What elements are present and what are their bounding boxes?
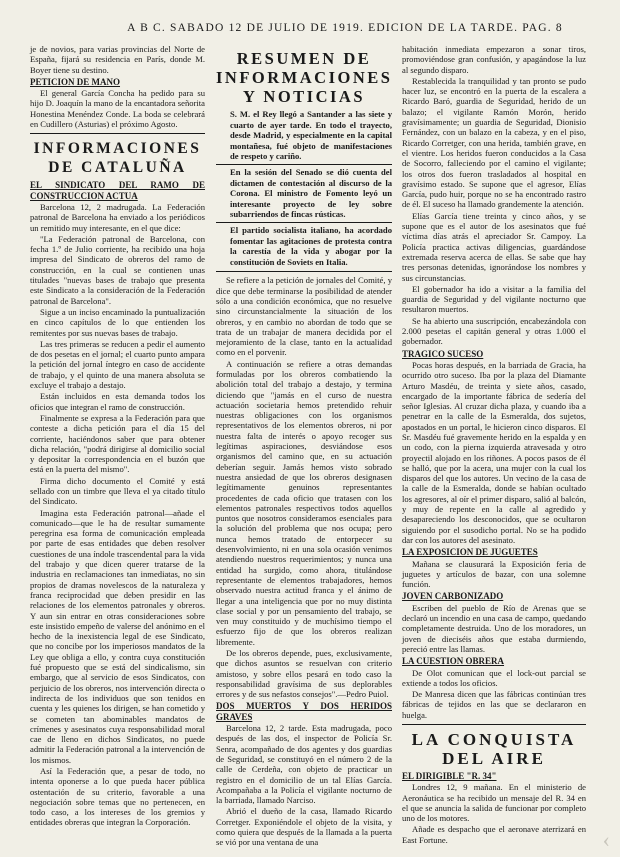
section-heading: TRAGICO SUCESO (402, 348, 484, 359)
page-masthead: A B C. SABADO 12 DE JULIO DE 1919. EDICION DE LA TARDE. PAG. 8 (127, 22, 563, 34)
article-paragraph: Restablecida la tranquilidad y tan pronto se pudo hacer luz, se encontró en la puerta de la escalera a Ricardo Baró, guardia de Seguridad, herido de un balazo; el vigilante Ramón Morón, herido gravísimamente; un guardia de Seguridad, Dionisio Fernández, con un balazo en la cabeza, y en el piso, Ricardo Corretger, con una herida, también grave, en el vientre. Los heridos fueron conducidos a la Casa de Socorro, falleciendo por el camino el vigilante; los otros dos fueron trasladados al hospital en gravísimo estado. Se supone que el agresor, Elías García, pudo huir, porque no se ha encontrado rastro de él. El suceso ha llamado grandemente la atención. (402, 75, 586, 210)
article-paragraph: Elías García tiene treinta y cinco años, y se supone que es el autor de los asesinatos que fué víctima días atrás el apreciador Sr. Campoy. La Policía practica activas diligencias, guardándose extremada reserva acerca de ellas. Se sabe que hay tres personas detenidas, ignorándose los nombres y sus circunstancias. (402, 210, 586, 283)
article-paragraph: De Olot comunican que el lock-out parcial se extiende a todos los oficios. (402, 667, 586, 688)
section-heading: PETICION DE MANO (30, 76, 121, 87)
article-paragraph: "La Federación patronal de Barcelona, con fecha 1.º de Julio corriente, ha recibido una hoja impresa del Sindicato de obreros del ramo de construcción, en la cual se contienen unas titulades "nuevas bases de trabajo que presenta este Sindicato a la consideración de la Federación patronal de Barcelona". (30, 233, 205, 306)
article-paragraph: De los obreros depende, pues, exclusivamente, que dichos asuntos se resuelvan con criterio amistoso, y sobre ellos pesará en todo caso la responsabilidad gravísima de sus deplorables errores y de sus nefastos consejos".—Pedro Puiol. (216, 648, 392, 700)
news-lead: S. M. el Rey llegó a Santander a las siete y cuarto de ayer tarde. En todo el trayecto, desde Madrid, y especialmente en la capital montañesa, fué objeto de manifestaciones de respeto y cariño. (230, 109, 392, 162)
section-heading: EL SINDICATO DEL RAMO DE CONSTRUCCION ACTUA (30, 180, 205, 201)
conquista-title: LA CONQUISTA DEL AIRE (411, 730, 577, 768)
intro-paragraph: je de novios, para varias provincias del Norte de España, fijará su residencia en París, donde M. Boyer tiene su destino. (30, 44, 205, 75)
news-lead: En la sesión del Senado se dió cuenta del dictamen de contestación al discurso de la Corona. El ministro de Fomento leyó un interesante proyecto de ley sobre subarriendos de fincas rústicas. (230, 166, 392, 220)
article-paragraph: Mañana se clausurará la Exposición feria de juguetes y artículos de bazar, con una solemne función. (402, 558, 586, 590)
article-paragraph: El gobernador ha ido a visitar a la familia del guardia de Seguridad y del vigilante nocturno que resultaron muertos. (402, 283, 586, 315)
article-paragraph: Barcelona 12, 2 madrugada. La Federación patronal de Barcelona ha enviado a los periódicos un remitido muy interesante, en el que dice: (30, 201, 205, 233)
page-corner-mark: ‹ (602, 827, 610, 852)
article-paragraph: Se refiere a la petición de jornales del Comité, y dice que debe terminarse la posibilidad de atender sólo a una condición económica, que no resuelve sino circunstancialmente la situación de los obreros, y en cambio no abordan de todo que se trata de un trabajar de manera decidida por el mejoramiento de la clase, tanto en la actualidad como en el porvenir. (216, 275, 392, 358)
column-2 (216, 44, 392, 849)
article-paragraph: Añade es despacho que el aeronave aterrizará en East Fortune. (402, 824, 586, 845)
article-paragraph: A continuación se refiere a otras demandas formuladas por los obreros combatiendo la abolición total del trabajo a destajo, y termina diciendo que "jamás en el curso de nuestra actuación societaria hemos pretendido rehuir nuestras obligaciones con los organismos representativos de los elementos obreros, ni por nuestra falta de interés o apoyo recoger sus legítimas aspiraciones, desviándose esos organismos del camino que, en su actuación deberían seguir. Jamás hemos visto sobrado nuestra ansiedad de que los obreros designasen legítimamente genuinos representantes procedentes de cada oficio que tratasen con los elementos patronales respectivos todos aquellos puntos que nosotros consideramos esenciales para la solución del problema que nos ocupa; pero nunca hemos tratado de entorpecer su desenvolvimiento, ni en una sola ocasión venimos atendiendo nuestros requerimientos; y nunca una entidad ha surgido, como ahora, titulándose representante de elementos trabajadores, hemos observado nuestra actitud franca y el ánimo de llegar a una inteligencia que por no muy distinta clase social y por un pensamiento del trabajo, se ven muy constituido y de muchísimo tiempo el esfuerzo fijo de que los obreros realizan libremente. (216, 358, 392, 647)
article-paragraph: habitación inmediata empezaron a sonar tiros, promoviéndose gran confusión, y apagándose la luz al segundo disparo. (402, 44, 586, 75)
section-divider (402, 724, 586, 725)
article-paragraph: Abrió el dueño de la casa, llamado Ricardo Corretger. Exponiéndole el objeto de la visita, y como quiera que después de la llamada a la puerta se vió por una ventana de una (216, 806, 392, 848)
section-heading: LA CUESTION OBRERA (402, 656, 505, 667)
section-heading: LA EXPOSICION DE JUGUETES (402, 547, 538, 558)
article-paragraph: Barcelona 12, 2 tarde. Esta madrugada, poco después de las dos, el inspector de Policía Sr. Senra, acompañado de dos agentes y dos guardias de Seguridad, se constituyó en el número 2 de la calle de Cerdeña, con objeto de practicar un registro en el domicilio de un tal Elías García. Acompañaba a la Policía el vigilante nocturno de la barriada, llamado Narciso. (216, 723, 392, 806)
article-paragraph: Londres 12, 9 mañana. En el ministerio de Aeronáutica se ha recibido un mensaje del R. 34 en el que se anuncia la salida de funcionar por completo uno de los motores. (402, 782, 586, 824)
article-paragraph: Escriben del pueblo de Río de Arenas que se declaró un incendio en una casa de campo, quedando completamente destruida. Uno de los moradores, un joven de dieciséis años que estaba durmiendo, pereció entre las llamas. (402, 602, 586, 654)
section-divider (216, 222, 392, 223)
column-1 (30, 44, 205, 829)
article-paragraph: El general García Concha ha pedido para su hijo D. Joaquín la mano de la encantadora señorita Honestina Menéndez Conde. La boda se celebrará en Cudillero (Asturias) el próximo Agosto. (30, 88, 205, 130)
article-paragraph: Así la Federación que, a pesar de todo, no intenta oponerse a lo que pueda hacer pública ostentación de su criterio, favorable a una negociación sobre temas que no pertenecen, en todo caso, a los intereses de los gremios y entidades obreras que integran la Corporación. (30, 766, 205, 828)
section-heading: JOVEN CARBONIZADO (402, 591, 504, 602)
article-paragraph: De Manresa dicen que las fábricas continúan tres fábricas de tejidos en las que se declararon en huelga. (402, 689, 586, 720)
article-paragraph: Pocas horas después, en la barriada de Gracia, ha ocurrido otro suceso. Iba por la plaza del Diamante Arturo Masdéu, de treinta y siete años, casado, encargado de la importante fábrica de sedería del señor Iglesias. Al cruzar dicha plaza, y cuando iba a penetrar en la calle de la Esmeralda, dos sujetos, apostados en un portal, le hicieron cinco disparos. El Sr. Masdéu fué gravemente herido en la espalda y en un codo, con la pierna izquierda atravesada y otro proyectil alojado en los riñones. A pocos pasos de él se halló, que por la acera, una mujer con la cual los disparos del que los autores. Un vecino de la casa de la calle de la Esmeralda, donde se habían ocultado los agresores, al oír el primer disparo, salió al balcón, y muy de repente en la calle al agredido y desapareciendo los desconocidos, que se ocultaron siguiendo por el susodicho portal. No se ha podido dar con los autores del asesinato. (402, 359, 586, 545)
feature-title: INFORMACIONES DE CATALUÑA (33, 140, 202, 177)
article-paragraph: Finalmente se expresa a la Federación para que conteste a dicha petición para el día 15 del corriente, haciéndonos saber que para obtener dicha relación, "podrá dirigirse al domicilio social y depositar la correspondencia en el buzón que está en la puerta del mismo". (30, 412, 205, 475)
article-paragraph: Se ha abierto una suscripción, encabezándola con 2.000 pesetas el capitán general y otras 1.000 el gobernador. (402, 315, 586, 347)
news-lead: El partido socialista italiano, ha acordado fomentar las agitaciones de protesta contra la carestía de la vida y abogar por la constitución de Soviets en Italia. (230, 224, 392, 267)
section-heading: DOS MUERTOS Y DOS HERIDOS GRAVES (216, 701, 392, 722)
section-divider (216, 164, 392, 165)
section-heading: EL DIRIGIBLE "R. 34" (402, 771, 497, 781)
article-paragraph: Las tres primeras se reducen a pedir el aumento de dos pesetas en el jornal; el cuarto punto ampara la petición del jornal íntegro en caso de accidente de trabajo, y el quinto de una manera absoluta se excluye el trabajo a destajo. (30, 338, 205, 391)
article-paragraph: Sigue a un inciso encaminado la puntualización en cinco capítulos de lo que entienden los remitentes por sus nuevas bases de trabajo. (30, 306, 205, 338)
column-3 (402, 44, 586, 846)
section-divider (216, 271, 392, 272)
resumen-title: RESUMEN DE INFORMACIONES Y NOTICIAS (216, 49, 393, 106)
article-paragraph: Están incluidos en esta demanda todos los oficios que integran el ramo de construcción. (30, 391, 205, 412)
section-divider (30, 133, 205, 134)
article-paragraph: Firma dicho documento el Comité y está sellado con un timbre que lleva el ya citado título del Sindicato. (30, 475, 205, 507)
article-paragraph: Imagina esta Federación patronal—añade el comunicado—que le ha de resultar sumamente peregrina esa forma de comunicación empleada por parte de esas entidades que deben resolver cuestiones de una índole trascendental para la vida del trabajo y que dicen querer tratarse de la industria en reclamaciones tan inmediatas, no sin propios de dramas novelescos de la naturaleza y franca reciprocidad que deben presidir en las relaciones de los elementos patronales y obreros. Y aun sin entrar en otras consideraciones sobre este insistido empeño de valerse del anónimo en el hecho de la inexistencia legal de ese Sindicato, que no concibe por los imperiosos mandatos de la Ley que obliga a ello, y contra cuya constitución fué propuesto que se está del sindicalismo, sin embargo, que al servicio de esos Sindicatos, con perjuicio de los obreros, nos intervención directa o indirecta de los individuos que son tenidos en cuenta y les quienes los dirigen, se han cometido y se cometen tan abominables mandatos de crímenes y asesinatos cuya responsabilidad moral cae de lleno en dichos Sindicatos, no puede admitir la Federación patronal a la intervención de los mismos. (30, 507, 205, 765)
